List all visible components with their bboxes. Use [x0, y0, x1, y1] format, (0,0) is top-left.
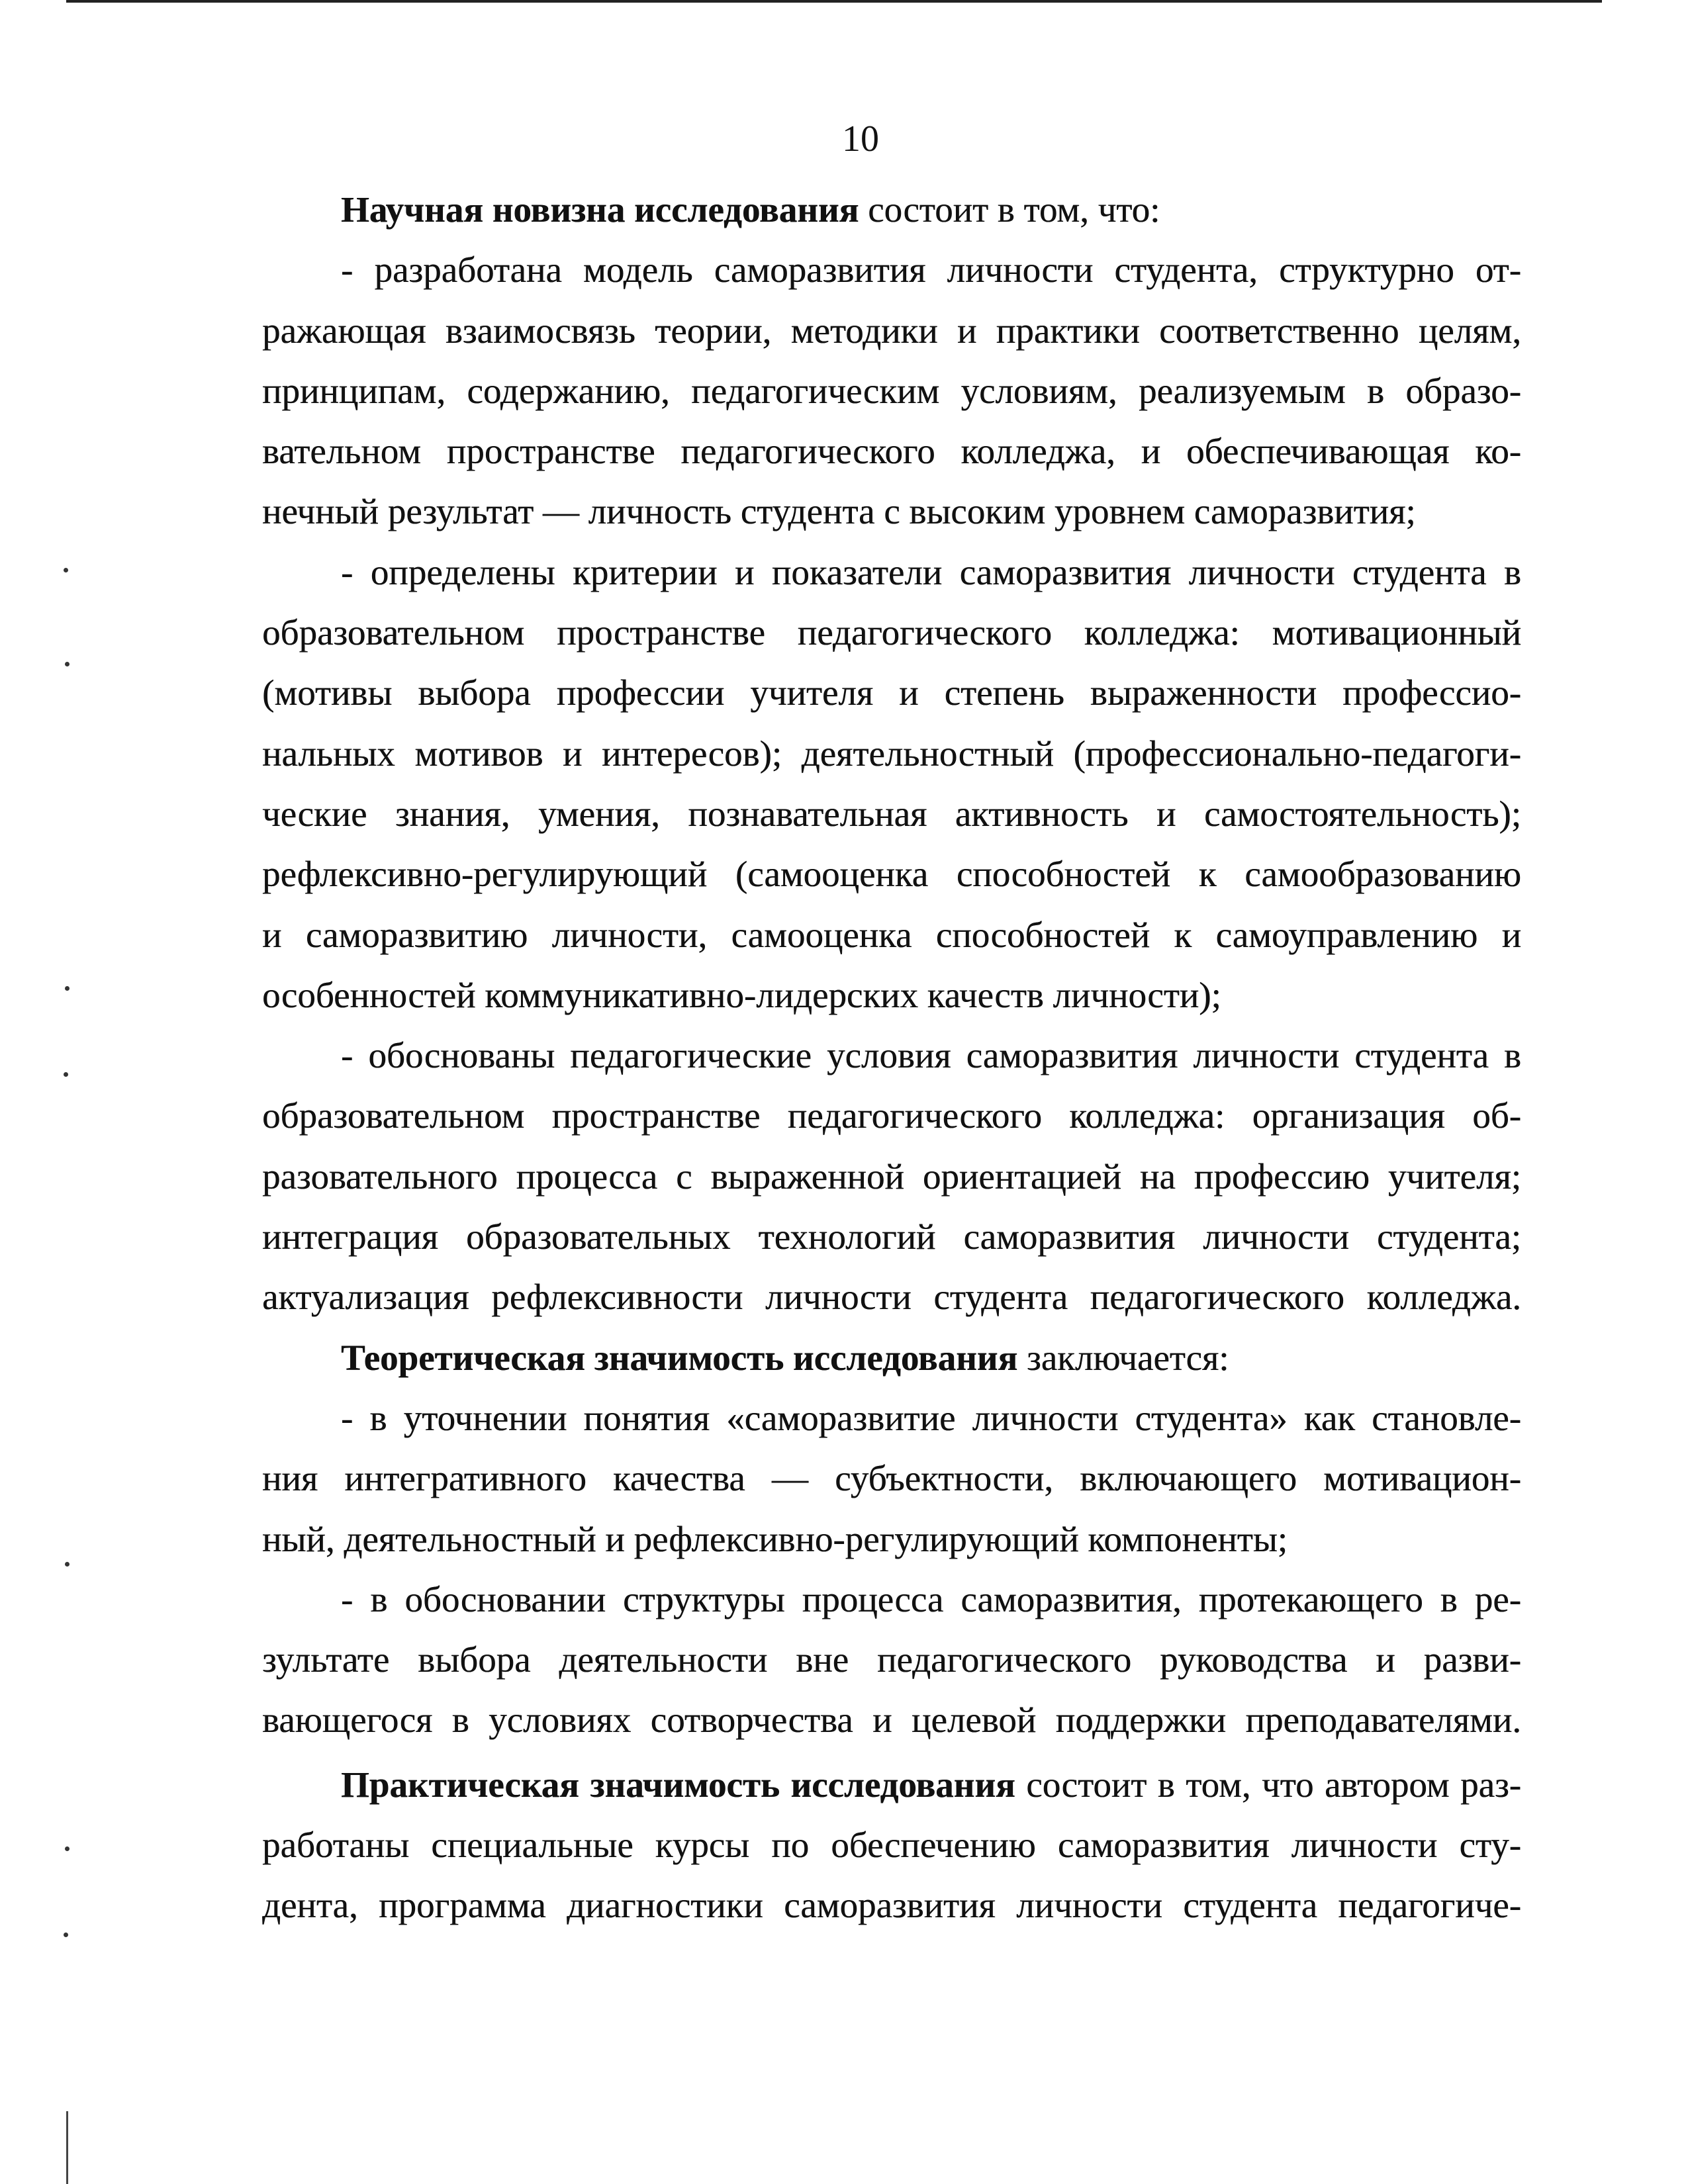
line-text: вательном пространстве педагогического колледжа, и обеспечивающая ко-: [262, 431, 1521, 472]
text-line: [262, 1815, 1521, 1875]
text-line: [262, 723, 1521, 784]
scan-artifact-dot: [65, 986, 70, 991]
line-text: состоит в том, что:: [859, 189, 1160, 230]
line-text: дента, программа диагностики саморазвития личности студента педагогиче-: [262, 1885, 1521, 1926]
text-line: [262, 300, 1521, 361]
text-line: [262, 784, 1521, 844]
text-line: [262, 240, 1521, 300]
line-text: вающегося в условиях сотворчества и целевой поддержки преподавателями.: [262, 1700, 1521, 1741]
text-line: [262, 602, 1521, 662]
line-text: заключается:: [1017, 1337, 1229, 1378]
text-line: [262, 1146, 1521, 1206]
text-line: [262, 1569, 1521, 1629]
line-text: - разработана модель саморазвития личности студента, структурно от-: [341, 250, 1521, 291]
document-body: [262, 179, 1521, 1936]
line-text: зультате выбора деятельности вне педагогического руководства и разви-: [262, 1639, 1521, 1680]
section-heading-line: [262, 1754, 1521, 1815]
line-text: особенностей коммуникативно-лидерских качеств личности);: [262, 974, 1221, 1015]
text-line: [262, 905, 1521, 965]
line-text: и саморазвитию личности, самооценка способностей к самоуправлению и: [262, 914, 1521, 955]
scan-artifact-dot: [64, 568, 68, 572]
scan-artifact-dot: [65, 1562, 70, 1567]
line-text: образовательном пространстве педагогического колледжа: организация об-: [262, 1095, 1521, 1136]
section-heading-line: [262, 1328, 1521, 1388]
text-line: [262, 1509, 1521, 1569]
line-text: ческие знания, умения, познавательная активность и самостоятельность);: [262, 793, 1521, 834]
text-line: [262, 1267, 1521, 1327]
scan-top-border: [66, 0, 1602, 3]
line-text: работаны специальные курсы по обеспечению саморазвития личности сту-: [262, 1825, 1521, 1866]
line-text: ния интегративного качества — субъектности, включающего мотивацион-: [262, 1458, 1521, 1499]
text-line: [262, 1085, 1521, 1146]
line-text: рефлексивно-регулирующий (самооценка способностей к самообразованию: [262, 854, 1521, 895]
text-line: [262, 1206, 1521, 1267]
text-line: [262, 1690, 1521, 1750]
line-text: ный, деятельностный и рефлексивно-регулирующий компоненты;: [262, 1518, 1288, 1559]
line-text: актуализация рефлексивности личности студента педагогического колледжа.: [262, 1277, 1521, 1318]
scan-artifact-dot: [65, 662, 70, 666]
page-number: 10: [842, 118, 879, 159]
text-line: [262, 1388, 1521, 1448]
scan-artifact-dot: [64, 1072, 68, 1077]
line-text: - в обосновании структуры процесса саморазвития, протекающего в ре-: [341, 1578, 1521, 1619]
line-text: принципам, содержанию, педагогическим условиям, реализуемым в образо-: [262, 370, 1521, 411]
section-heading: Теоретическая значимость исследования: [341, 1337, 1018, 1378]
scan-artifact-dot: [65, 1846, 70, 1851]
section-heading: Практическая значимость исследования: [341, 1764, 1015, 1805]
text-line: [262, 481, 1521, 541]
line-text: нальных мотивов и интересов); деятельностный (профессионально-педагоги-: [262, 733, 1521, 774]
line-text: - в уточнении понятия «саморазвитие личности студента» как становле-: [341, 1397, 1521, 1438]
text-line: [262, 1629, 1521, 1690]
text-line: [262, 844, 1521, 904]
line-text: нечный результат — личность студента с высоким уровнем саморазвития;: [262, 491, 1416, 532]
section-heading-line: [262, 179, 1521, 240]
text-line: [262, 662, 1521, 723]
text-line: [262, 421, 1521, 481]
text-line: [262, 361, 1521, 421]
line-text: разовательного процесса с выраженной ориентацией на профессию учителя;: [262, 1156, 1521, 1197]
line-text: интеграция образовательных технологий саморазвития личности студента;: [262, 1216, 1521, 1257]
text-line: [262, 1875, 1521, 1935]
line-text: состоит в том, что автором раз-: [1015, 1764, 1521, 1805]
text-line: [262, 1448, 1521, 1508]
text-line: [262, 1025, 1521, 1085]
scan-artifact-dot: [64, 1933, 68, 1937]
text-line: [262, 965, 1521, 1025]
text-line: [262, 542, 1521, 602]
line-text: ражающая взаимосвязь теории, методики и практики соответственно целям,: [262, 310, 1521, 351]
section-heading: Научная новизна исследования: [341, 189, 859, 230]
line-text: образовательном пространстве педагогического колледжа: мотивационный: [262, 612, 1521, 653]
line-text: - определены критерии и показатели саморазвития личности студента в: [341, 551, 1521, 592]
scan-artifact-line: [66, 2111, 68, 2184]
line-text: - обоснованы педагогические условия саморазвития личности студента в: [341, 1035, 1521, 1076]
line-text: (мотивы выбора профессии учителя и степень выраженности профессио-: [262, 672, 1521, 713]
